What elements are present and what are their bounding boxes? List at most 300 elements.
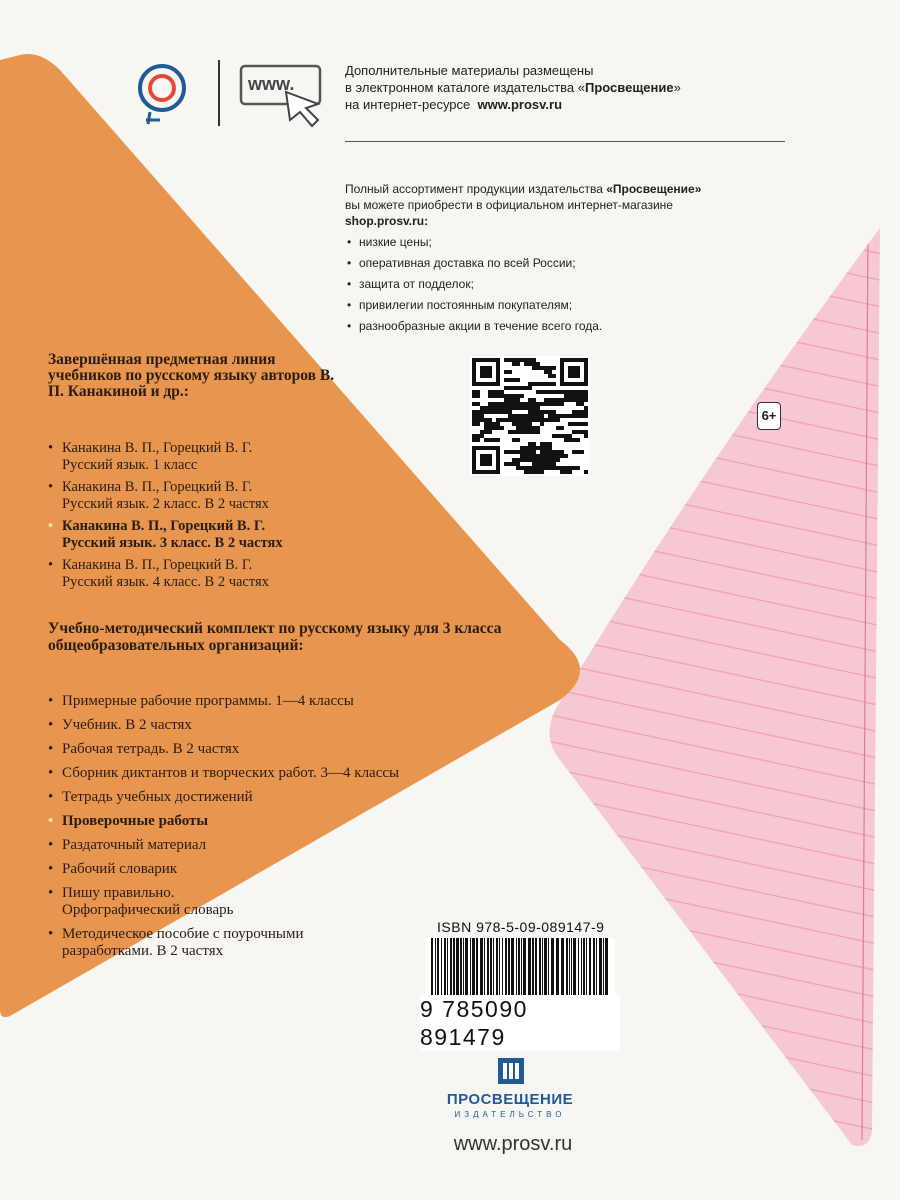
qr-module	[508, 378, 512, 382]
qr-module	[524, 358, 528, 362]
qr-module	[516, 466, 520, 470]
qr-module	[576, 414, 580, 418]
qr-module	[536, 406, 540, 410]
qr-module	[576, 438, 580, 442]
qr-module	[564, 438, 568, 442]
qr-module	[568, 414, 572, 418]
qr-module	[496, 418, 500, 422]
qr-module	[476, 418, 480, 422]
qr-module	[540, 446, 544, 450]
qr-module	[524, 362, 528, 366]
qr-module	[524, 402, 528, 406]
qr-module	[564, 390, 568, 394]
qr-module	[572, 394, 576, 398]
publisher-url[interactable]: www.prosv.ru	[453, 1133, 573, 1155]
qr-module	[560, 450, 564, 454]
qr-module	[580, 390, 584, 394]
qr-module	[516, 402, 520, 406]
qr-module	[560, 402, 564, 406]
qr-module	[484, 410, 488, 414]
qr-module	[528, 426, 532, 430]
qr-module	[536, 466, 540, 470]
qr-module	[568, 466, 572, 470]
qr-module	[548, 382, 552, 386]
qr-module	[544, 446, 548, 450]
qr-module	[532, 442, 536, 446]
qr-module	[528, 414, 532, 418]
qr-module	[496, 422, 500, 426]
qr-module	[488, 430, 492, 434]
qr-module	[584, 398, 588, 402]
qr-module	[520, 386, 524, 390]
extra-materials-note	[345, 62, 765, 113]
age-rating-badge: 6+	[757, 402, 781, 430]
qr-module	[536, 430, 540, 434]
qr-module	[488, 422, 492, 426]
qr-module	[536, 426, 540, 430]
qr-module	[516, 362, 520, 366]
qr-module	[528, 442, 532, 446]
note-line-2: в электронном каталоге издательства «Просвещение»	[345, 80, 681, 95]
qr-module	[508, 462, 512, 466]
qr-module	[524, 422, 528, 426]
qr-module	[560, 426, 564, 430]
qr-module	[548, 418, 552, 422]
qr-module	[504, 358, 508, 362]
qr-module	[516, 438, 520, 442]
qr-module	[548, 374, 552, 378]
qr-module	[476, 422, 480, 426]
publisher-name: ПРОСВЕЩЕНИЕ	[446, 1091, 574, 1108]
qr-module	[536, 446, 540, 450]
qr-module	[484, 406, 488, 410]
qr-module	[480, 418, 484, 422]
qr-module	[520, 394, 524, 398]
qr-module	[552, 414, 556, 418]
qr-module	[508, 410, 512, 414]
qr-module	[572, 430, 576, 434]
qr-module	[512, 358, 516, 362]
qr-module	[564, 414, 568, 418]
qr-module	[528, 358, 532, 362]
list-item: • Сборник диктантов и творческих работ. 3—4 классы	[48, 765, 518, 782]
qr-module	[560, 434, 564, 438]
qr-module	[472, 402, 476, 406]
qr-module	[516, 394, 520, 398]
qr-module	[532, 398, 536, 402]
qr-module	[520, 458, 524, 462]
qr-module	[492, 394, 496, 398]
qr-module	[552, 398, 556, 402]
qr-module	[584, 390, 588, 394]
qr-module	[576, 394, 580, 398]
qr-module	[576, 466, 580, 470]
qr-module	[556, 426, 560, 430]
qr-module	[548, 454, 552, 458]
list-item-current: • Проверочные работы	[48, 813, 518, 830]
qr-module	[568, 390, 572, 394]
qr-module	[528, 362, 532, 366]
qr-module	[568, 422, 572, 426]
qr-module	[532, 410, 536, 414]
qr-module	[552, 402, 556, 406]
qr-module	[552, 450, 556, 454]
qr-module	[516, 426, 520, 430]
qr-module	[556, 402, 560, 406]
qr-module	[540, 414, 544, 418]
qr-module	[560, 454, 564, 458]
qr-module	[528, 398, 532, 402]
publisher-logo-icon	[497, 1057, 525, 1085]
qr-module	[500, 406, 504, 410]
qr-module	[504, 410, 508, 414]
qr-module	[552, 434, 556, 438]
qr-module	[572, 450, 576, 454]
qr-module	[536, 454, 540, 458]
qr-module	[556, 414, 560, 418]
qr-module	[540, 402, 544, 406]
qr-module	[568, 438, 572, 442]
qr-module	[532, 466, 536, 470]
qr-module	[512, 406, 516, 410]
qr-module	[512, 386, 516, 390]
qr-module	[580, 394, 584, 398]
qr-module	[472, 422, 476, 426]
list-item: • Рабочая тетрадь. В 2 частях	[48, 741, 518, 758]
qr-module	[556, 390, 560, 394]
qr-module	[496, 426, 500, 430]
qr-module	[528, 406, 532, 410]
qr-module	[544, 462, 548, 466]
qr-module	[524, 406, 528, 410]
qr-module	[496, 410, 500, 414]
qr-module	[564, 454, 568, 458]
qr-module	[536, 402, 540, 406]
qr-module	[568, 470, 572, 474]
qr-module	[560, 398, 564, 402]
shop-link[interactable]: shop.prosv.ru:	[345, 214, 429, 228]
qr-module	[564, 394, 568, 398]
qr-module	[540, 454, 544, 458]
list-item: • оперативная доставка по всей России;	[345, 256, 765, 271]
list-item-current: • Канакина В. П., Горецкий В. Г. Русский язык. 3 класс. В 2 частях	[48, 518, 378, 552]
qr-module	[532, 366, 536, 370]
qr-module	[536, 382, 540, 386]
qr-module	[520, 426, 524, 430]
qr-module	[520, 450, 524, 454]
qr-module	[568, 434, 572, 438]
qr-module	[548, 462, 552, 466]
qr-module	[524, 466, 528, 470]
qr-module	[528, 466, 532, 470]
qr-module	[536, 362, 540, 366]
qr-module	[492, 402, 496, 406]
qr-module	[508, 402, 512, 406]
qr-module	[472, 414, 476, 418]
list-item: • Рабочий словарик	[48, 861, 518, 878]
qr-module	[516, 458, 520, 462]
qr-module	[544, 382, 548, 386]
qr-module	[516, 358, 520, 362]
qr-module	[524, 386, 528, 390]
qr-module	[532, 470, 536, 474]
qr-module	[572, 438, 576, 442]
series-heading: Завершённая предметная линия учебников по русскому языку авторов В. П. Канакиной и др.:	[48, 351, 335, 400]
publisher-subtitle: ИЗДАТЕЛЬСТВО	[454, 1110, 566, 1119]
qr-module	[544, 418, 548, 422]
qr-module	[504, 402, 508, 406]
shop-line-2: вы можете приобрести в официальном интернет-магазине	[345, 198, 673, 212]
qr-module	[540, 366, 544, 370]
qr-module	[504, 370, 508, 374]
qr-module	[520, 430, 524, 434]
qr-module	[528, 402, 532, 406]
qr-module	[548, 466, 552, 470]
qr-module	[560, 466, 564, 470]
brand-name: Просвещение	[585, 80, 674, 95]
qr-module	[580, 398, 584, 402]
qr-module	[548, 442, 552, 446]
qr-module	[512, 438, 516, 442]
qr-module	[584, 410, 588, 414]
qr-module	[476, 434, 480, 438]
qr-module	[540, 466, 544, 470]
qr-module	[484, 426, 488, 430]
qr-module	[520, 446, 524, 450]
list-item: • Канакина В. П., Горецкий В. Г. Русский язык. 1 класс	[48, 440, 378, 474]
qr-module	[524, 458, 528, 462]
qr-module	[560, 414, 564, 418]
qr-module	[576, 410, 580, 414]
list-item: • Канакина В. П., Горецкий В. Г. Русский язык. 4 класс. В 2 частях	[48, 557, 378, 591]
qr-module	[576, 390, 580, 394]
qr-module	[500, 402, 504, 406]
qr-module	[580, 450, 584, 454]
qr-module	[556, 398, 560, 402]
qr-module	[584, 414, 588, 418]
qr-module	[540, 458, 544, 462]
qr-module	[472, 434, 476, 438]
qr-module	[524, 470, 528, 474]
qr-module	[500, 410, 504, 414]
qr-module	[500, 426, 504, 430]
qr-module	[544, 370, 548, 374]
qr-module	[556, 466, 560, 470]
qr-module	[532, 414, 536, 418]
qr-module	[532, 406, 536, 410]
shop-line-1: Полный ассортимент продукции издательства «Просвещение»	[345, 182, 702, 196]
qr-module	[520, 422, 524, 426]
qr-module	[548, 446, 552, 450]
qr-module	[496, 394, 500, 398]
qr-module	[540, 470, 544, 474]
qr-module	[516, 386, 520, 390]
qr-module	[544, 390, 548, 394]
qr-module	[516, 430, 520, 434]
qr-module	[472, 418, 476, 422]
qr-module	[516, 406, 520, 410]
qr-module	[540, 382, 544, 386]
qr-module	[528, 430, 532, 434]
qr-module	[476, 410, 480, 414]
qr-module	[576, 402, 580, 406]
qr-module	[552, 374, 556, 378]
qr-module	[536, 410, 540, 414]
qr-module	[576, 430, 580, 434]
list-item: • Примерные рабочие программы. 1—4 классы	[48, 693, 518, 710]
qr-code-pattern	[472, 358, 588, 474]
qr-module	[528, 450, 532, 454]
qr-module	[528, 446, 532, 450]
qr-module	[508, 430, 512, 434]
qr-module	[492, 422, 496, 426]
qr-module	[520, 358, 524, 362]
qr-module	[556, 450, 560, 454]
qr-module	[572, 466, 576, 470]
qr-module	[496, 402, 500, 406]
qr-module	[552, 410, 556, 414]
qr-module	[536, 390, 540, 394]
qr-module	[508, 398, 512, 402]
qr-module	[520, 454, 524, 458]
qr-module	[492, 438, 496, 442]
qr-module	[532, 430, 536, 434]
qr-module	[536, 462, 540, 466]
qr-module	[576, 398, 580, 402]
qr-module	[488, 406, 492, 410]
qr-module	[492, 390, 496, 394]
qr-module	[584, 470, 588, 474]
qr-module	[512, 414, 516, 418]
qr-module	[536, 418, 540, 422]
qr-module	[536, 414, 540, 418]
qr-module	[532, 418, 536, 422]
qr-module	[488, 418, 492, 422]
qr-module	[472, 394, 476, 398]
qr-module	[504, 418, 508, 422]
qr-module	[532, 450, 536, 454]
qr-module	[512, 450, 516, 454]
qr-module	[564, 434, 568, 438]
qr-module	[552, 418, 556, 422]
qr-module	[532, 402, 536, 406]
qr-module	[472, 438, 476, 442]
qr-module	[516, 378, 520, 382]
qr-module	[560, 470, 564, 474]
qr-module	[528, 470, 532, 474]
qr-module	[476, 394, 480, 398]
qr-module	[552, 458, 556, 462]
qr-module	[584, 430, 588, 434]
qr-module	[512, 422, 516, 426]
qr-module	[560, 390, 564, 394]
qr-module	[520, 406, 524, 410]
qr-module	[488, 438, 492, 442]
qr-module	[532, 446, 536, 450]
qr-module	[480, 434, 484, 438]
qr-module	[540, 418, 544, 422]
list-item: • низкие цены;	[345, 235, 765, 250]
qr-module	[544, 466, 548, 470]
qr-module	[508, 450, 512, 454]
list-item: • Канакина В. П., Горецкий В. Г. Русский язык. 2 класс. В 2 частях	[48, 479, 378, 513]
qr-module	[528, 422, 532, 426]
qr-module	[548, 390, 552, 394]
qr-module	[472, 410, 476, 414]
qr-module	[532, 458, 536, 462]
list-item: • Учебник. В 2 частях	[48, 717, 518, 734]
qr-module	[572, 414, 576, 418]
qr-module	[532, 358, 536, 362]
qr-module	[532, 382, 536, 386]
qr-module	[520, 402, 524, 406]
site-link[interactable]: www.prosv.ru	[477, 97, 563, 112]
qr-module	[512, 394, 516, 398]
qr-module	[524, 446, 528, 450]
qr-module	[512, 362, 516, 366]
qr-module	[552, 382, 556, 386]
barcode-digits: 9 785090 891479	[420, 995, 620, 1051]
qr-module	[580, 430, 584, 434]
qr-finder	[480, 366, 492, 378]
qr-module	[544, 458, 548, 462]
qr-module	[480, 430, 484, 434]
shop-benefits-list	[345, 235, 765, 334]
qr-module	[540, 410, 544, 414]
qr-module	[476, 414, 480, 418]
list-item: • Методическое пособие с поурочными разработками. В 2 частях	[48, 926, 332, 960]
qr-module	[580, 402, 584, 406]
qr-module	[572, 410, 576, 414]
qr-module	[548, 402, 552, 406]
qr-module	[544, 442, 548, 446]
qr-module	[552, 454, 556, 458]
qr-module	[552, 366, 556, 370]
qr-module	[504, 398, 508, 402]
qr-module	[524, 454, 528, 458]
qr-module	[488, 410, 492, 414]
qr-module	[548, 398, 552, 402]
qr-module	[572, 390, 576, 394]
list-item: • привилегии постоянным покупателям;	[345, 298, 765, 313]
qr-module	[556, 418, 560, 422]
qr-module	[540, 442, 544, 446]
qr-module	[488, 390, 492, 394]
www-icon-label: www.	[248, 74, 295, 94]
qr-module	[520, 418, 524, 422]
qr-module	[476, 390, 480, 394]
qr-module	[544, 450, 548, 454]
qr-module	[536, 458, 540, 462]
qr-module	[484, 422, 488, 426]
qr-module	[544, 402, 548, 406]
qr-module	[528, 382, 532, 386]
qr-module	[524, 450, 528, 454]
qr-module	[532, 462, 536, 466]
qr-module	[508, 406, 512, 410]
qr-module	[584, 394, 588, 398]
list-item: • Раздаточный материал	[48, 837, 518, 854]
qr-module	[548, 450, 552, 454]
qr-module	[508, 386, 512, 390]
qr-module	[520, 414, 524, 418]
digital-catalog-icon	[140, 66, 184, 124]
qr-module	[516, 422, 520, 426]
qr-module	[488, 402, 492, 406]
qr-module	[496, 438, 500, 442]
qr-module	[568, 394, 572, 398]
qr-module	[548, 414, 552, 418]
